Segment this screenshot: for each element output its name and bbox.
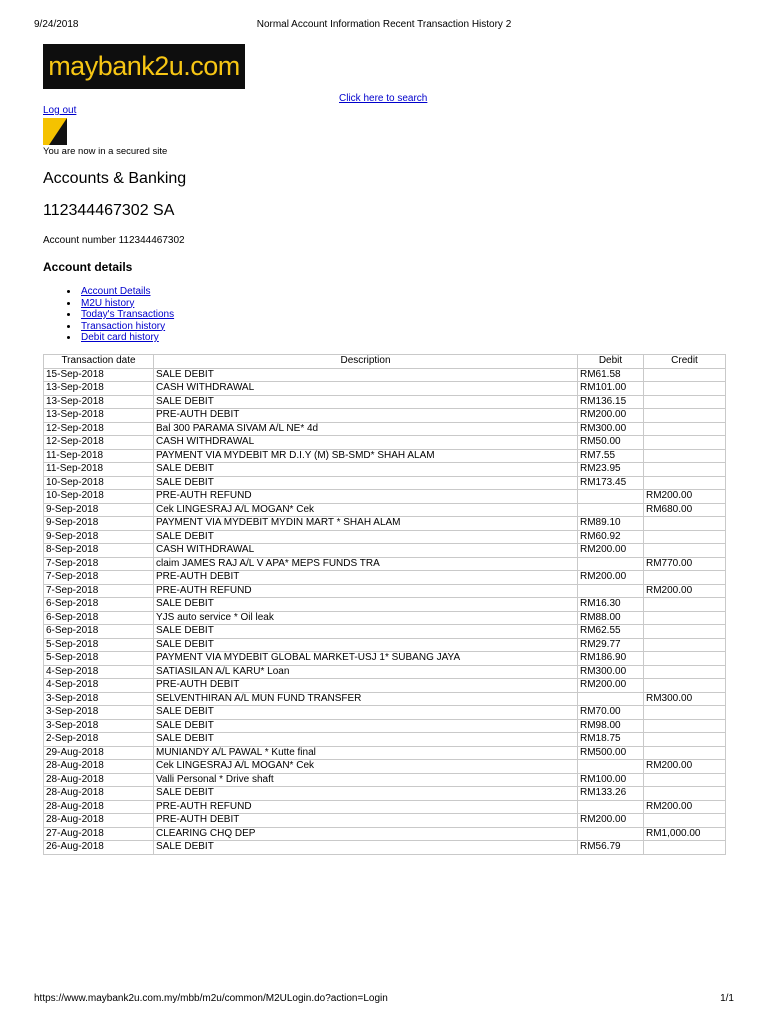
- column-header-credit: Credit: [644, 355, 726, 369]
- cell-credit: [644, 733, 726, 747]
- cell-description: PAYMENT VIA MYDEBIT GLOBAL MARKET-USJ 1* SUBANG JAYA: [154, 652, 578, 666]
- nav-link-m2u-history[interactable]: M2U history: [81, 297, 135, 309]
- nav-item-m2u-history: [67, 298, 174, 310]
- cell-debit: [578, 503, 644, 517]
- cell-date: 15-Sep-2018: [44, 368, 154, 382]
- cell-date: 8-Sep-2018: [44, 544, 154, 558]
- bullet-icon: [67, 313, 70, 316]
- cell-description: PRE-AUTH DEBIT: [154, 409, 578, 423]
- table-row: [44, 800, 726, 814]
- cell-description: SATIASILAN A/L KARU* Loan: [154, 665, 578, 679]
- cell-credit: [644, 625, 726, 639]
- table-row: [44, 571, 726, 585]
- cell-credit: [644, 598, 726, 612]
- cell-date: 4-Sep-2018: [44, 665, 154, 679]
- cell-credit: [644, 611, 726, 625]
- cell-date: 26-Aug-2018: [44, 841, 154, 855]
- account-details-heading: Account details: [43, 260, 133, 274]
- cell-credit: [644, 476, 726, 490]
- cell-credit: [644, 395, 726, 409]
- cell-debit: RM29.77: [578, 638, 644, 652]
- cell-credit: [644, 787, 726, 801]
- cell-date: 29-Aug-2018: [44, 746, 154, 760]
- cell-debit: RM173.45: [578, 476, 644, 490]
- cell-debit: RM200.00: [578, 544, 644, 558]
- cell-credit: RM200.00: [644, 490, 726, 504]
- cell-date: 11-Sep-2018: [44, 449, 154, 463]
- cell-debit: RM300.00: [578, 422, 644, 436]
- cell-debit: RM136.15: [578, 395, 644, 409]
- bullet-icon: [67, 302, 70, 305]
- cell-credit: [644, 706, 726, 720]
- print-header: [34, 19, 734, 33]
- cell-debit: RM16.30: [578, 598, 644, 612]
- cell-date: 6-Sep-2018: [44, 598, 154, 612]
- section-heading: Accounts & Banking: [43, 170, 187, 187]
- cell-credit: RM200.00: [644, 760, 726, 774]
- table-row: [44, 476, 726, 490]
- cell-description: CLEARING CHQ DEP: [154, 827, 578, 841]
- nav-link-account-details[interactable]: Account Details: [81, 286, 151, 297]
- cell-description: SALE DEBIT: [154, 530, 578, 544]
- table-row: [44, 584, 726, 598]
- table-row: [44, 652, 726, 666]
- table-row: [44, 368, 726, 382]
- cell-date: 13-Sep-2018: [44, 395, 154, 409]
- cell-debit: RM60.92: [578, 530, 644, 544]
- cell-description: CASH WITHDRAWAL: [154, 382, 578, 396]
- cell-date: 9-Sep-2018: [44, 517, 154, 531]
- cell-debit: RM101.00: [578, 382, 644, 396]
- cell-date: 2-Sep-2018: [44, 733, 154, 747]
- nav-link-debit-card-history[interactable]: Debit card history: [81, 332, 159, 343]
- cell-debit: RM133.26: [578, 787, 644, 801]
- cell-date: 9-Sep-2018: [44, 503, 154, 517]
- cell-debit: RM300.00: [578, 665, 644, 679]
- cell-debit: [578, 827, 644, 841]
- cell-debit: RM70.00: [578, 706, 644, 720]
- cell-description: PRE-AUTH REFUND: [154, 584, 578, 598]
- cell-date: 5-Sep-2018: [44, 652, 154, 666]
- cell-date: 7-Sep-2018: [44, 584, 154, 598]
- logo-text: maybank2u.com: [48, 51, 240, 81]
- print-page-number: 1/1: [720, 993, 734, 1004]
- cell-date: 6-Sep-2018: [44, 625, 154, 639]
- cell-debit: [578, 584, 644, 598]
- table-row: [44, 733, 726, 747]
- table-row: [44, 814, 726, 828]
- cell-description: Bal 300 PARAMA SIVAM A/L NE* 4d: [154, 422, 578, 436]
- table-header-row: [44, 355, 726, 369]
- cell-description: MUNIANDY A/L PAWAL * Kutte final: [154, 746, 578, 760]
- table-row: [44, 760, 726, 774]
- cell-credit: [644, 773, 726, 787]
- bullet-icon: [67, 290, 70, 293]
- cell-description: SALE DEBIT: [154, 476, 578, 490]
- cell-description: PAYMENT VIA MYDEBIT MR D.I.Y (M) SB-SMD* SHAH ALAM: [154, 449, 578, 463]
- cell-description: SALE DEBIT: [154, 706, 578, 720]
- table-row: [44, 787, 726, 801]
- table-row: [44, 530, 726, 544]
- cell-debit: RM7.55: [578, 449, 644, 463]
- cell-date: 9-Sep-2018: [44, 530, 154, 544]
- nav-item-todays-transactions: [67, 309, 174, 321]
- account-number-line: Account number 112344467302: [43, 235, 185, 246]
- cell-date: 28-Aug-2018: [44, 760, 154, 774]
- cell-credit: [644, 517, 726, 531]
- cell-credit: [644, 368, 726, 382]
- search-link[interactable]: Click here to search: [339, 93, 428, 104]
- cell-credit: [644, 463, 726, 477]
- table-row: [44, 692, 726, 706]
- secure-site-icon: [43, 118, 67, 145]
- cell-debit: RM500.00: [578, 746, 644, 760]
- cell-description: SALE DEBIT: [154, 841, 578, 855]
- cell-debit: RM18.75: [578, 733, 644, 747]
- cell-description: PRE-AUTH DEBIT: [154, 814, 578, 828]
- cell-description: SALE DEBIT: [154, 733, 578, 747]
- cell-credit: [644, 719, 726, 733]
- nav-item-transaction-history: [67, 321, 174, 333]
- table-row: [44, 557, 726, 571]
- table-row: [44, 841, 726, 855]
- table-row: [44, 611, 726, 625]
- cell-debit: RM200.00: [578, 409, 644, 423]
- cell-credit: [644, 814, 726, 828]
- transaction-table: [43, 354, 726, 855]
- cell-credit: RM770.00: [644, 557, 726, 571]
- cell-debit: RM100.00: [578, 773, 644, 787]
- table-row: [44, 827, 726, 841]
- cell-description: Cek LINGESRAJ A/L MOGAN* Cek: [154, 760, 578, 774]
- cell-debit: RM56.79: [578, 841, 644, 855]
- cell-description: SALE DEBIT: [154, 368, 578, 382]
- table-row: [44, 517, 726, 531]
- table-row: [44, 409, 726, 423]
- cell-debit: RM89.10: [578, 517, 644, 531]
- bullet-icon: [67, 336, 70, 339]
- bullet-icon: [67, 325, 70, 328]
- print-footer: [34, 993, 734, 1007]
- cell-description: Cek LINGESRAJ A/L MOGAN* Cek: [154, 503, 578, 517]
- cell-debit: RM23.95: [578, 463, 644, 477]
- cell-date: 28-Aug-2018: [44, 800, 154, 814]
- table-row: [44, 395, 726, 409]
- cell-credit: [644, 422, 726, 436]
- cell-description: Valli Personal * Drive shaft: [154, 773, 578, 787]
- table-row: [44, 463, 726, 477]
- table-row: [44, 719, 726, 733]
- cell-description: CASH WITHDRAWAL: [154, 544, 578, 558]
- cell-date: 13-Sep-2018: [44, 409, 154, 423]
- cell-credit: [644, 841, 726, 855]
- cell-credit: [644, 746, 726, 760]
- cell-description: YJS auto service * Oil leak: [154, 611, 578, 625]
- cell-description: claim JAMES RAJ A/L V APA* MEPS FUNDS TRA: [154, 557, 578, 571]
- cell-date: 28-Aug-2018: [44, 814, 154, 828]
- table-row: [44, 679, 726, 693]
- cell-date: 10-Sep-2018: [44, 490, 154, 504]
- cell-credit: [644, 409, 726, 423]
- cell-debit: RM62.55: [578, 625, 644, 639]
- cell-date: 28-Aug-2018: [44, 787, 154, 801]
- table-row: [44, 449, 726, 463]
- cell-description: PRE-AUTH REFUND: [154, 490, 578, 504]
- cell-date: 7-Sep-2018: [44, 571, 154, 585]
- table-row: [44, 638, 726, 652]
- table-row: [44, 665, 726, 679]
- nav-item-debit-card-history: [67, 332, 174, 344]
- cell-date: 27-Aug-2018: [44, 827, 154, 841]
- nav-item-account-details: [67, 286, 174, 298]
- cell-credit: RM680.00: [644, 503, 726, 517]
- cell-debit: [578, 760, 644, 774]
- cell-date: 3-Sep-2018: [44, 719, 154, 733]
- cell-description: SELVENTHIRAN A/L MUN FUND TRANSFER: [154, 692, 578, 706]
- table-row: [44, 503, 726, 517]
- cell-date: 4-Sep-2018: [44, 679, 154, 693]
- cell-credit: [644, 382, 726, 396]
- cell-debit: RM61.58: [578, 368, 644, 382]
- table-row: [44, 625, 726, 639]
- nav-link-transaction-history[interactable]: Transaction history: [81, 320, 166, 332]
- cell-date: 28-Aug-2018: [44, 773, 154, 787]
- table-row: [44, 490, 726, 504]
- column-header-description: Description: [154, 355, 578, 369]
- cell-debit: RM186.90: [578, 652, 644, 666]
- table-row: [44, 422, 726, 436]
- cell-date: 13-Sep-2018: [44, 382, 154, 396]
- cell-credit: RM200.00: [644, 584, 726, 598]
- cell-description: SALE DEBIT: [154, 787, 578, 801]
- cell-description: PAYMENT VIA MYDEBIT MYDIN MART * SHAH ALAM: [154, 517, 578, 531]
- cell-credit: RM300.00: [644, 692, 726, 706]
- cell-debit: [578, 490, 644, 504]
- logout-link[interactable]: Log out: [43, 105, 77, 116]
- cell-debit: RM200.00: [578, 679, 644, 693]
- cell-credit: [644, 679, 726, 693]
- transaction-table-body: [44, 368, 726, 854]
- cell-date: 12-Sep-2018: [44, 436, 154, 450]
- cell-description: PRE-AUTH REFUND: [154, 800, 578, 814]
- cell-description: SALE DEBIT: [154, 719, 578, 733]
- nav-link-todays-transactions[interactable]: Today's Transactions: [81, 309, 175, 320]
- cell-debit: RM98.00: [578, 719, 644, 733]
- cell-date: 3-Sep-2018: [44, 706, 154, 720]
- cell-debit: [578, 557, 644, 571]
- cell-credit: [644, 638, 726, 652]
- cell-debit: RM50.00: [578, 436, 644, 450]
- cell-credit: [644, 571, 726, 585]
- print-title: Normal Account Information Recent Transaction History 2: [256, 19, 512, 30]
- cell-description: PRE-AUTH DEBIT: [154, 679, 578, 693]
- cell-description: SALE DEBIT: [154, 463, 578, 477]
- cell-date: 10-Sep-2018: [44, 476, 154, 490]
- table-row: [44, 746, 726, 760]
- table-row: [44, 436, 726, 450]
- table-row: [44, 544, 726, 558]
- account-heading: 112344467302 SA: [43, 202, 175, 219]
- table-row: [44, 773, 726, 787]
- cell-debit: [578, 692, 644, 706]
- column-header-date: Transaction date: [44, 355, 154, 369]
- cell-credit: [644, 530, 726, 544]
- cell-debit: RM88.00: [578, 611, 644, 625]
- cell-description: SALE DEBIT: [154, 395, 578, 409]
- cell-credit: [644, 449, 726, 463]
- cell-credit: [644, 436, 726, 450]
- cell-debit: [578, 800, 644, 814]
- table-row: [44, 382, 726, 396]
- cell-description: CASH WITHDRAWAL: [154, 436, 578, 450]
- cell-date: 7-Sep-2018: [44, 557, 154, 571]
- cell-date: 3-Sep-2018: [44, 692, 154, 706]
- maybank2u-logo[interactable]: [43, 44, 245, 89]
- cell-date: 5-Sep-2018: [44, 638, 154, 652]
- cell-description: SALE DEBIT: [154, 598, 578, 612]
- cell-credit: RM200.00: [644, 800, 726, 814]
- cell-date: 6-Sep-2018: [44, 611, 154, 625]
- cell-credit: [644, 665, 726, 679]
- print-date: 9/24/2018: [34, 19, 79, 30]
- cell-date: 11-Sep-2018: [44, 463, 154, 477]
- cell-description: SALE DEBIT: [154, 638, 578, 652]
- cell-credit: RM1,000.00: [644, 827, 726, 841]
- cell-description: PRE-AUTH DEBIT: [154, 571, 578, 585]
- secure-site-text: You are now in a secured site: [43, 146, 168, 157]
- column-header-debit: Debit: [578, 355, 644, 369]
- cell-credit: [644, 544, 726, 558]
- cell-description: SALE DEBIT: [154, 625, 578, 639]
- cell-credit: [644, 652, 726, 666]
- print-url: https://www.maybank2u.com.my/mbb/m2u/common/M2ULogin.do?action=Login: [34, 993, 388, 1004]
- table-row: [44, 706, 726, 720]
- table-row: [44, 598, 726, 612]
- cell-debit: RM200.00: [578, 814, 644, 828]
- cell-date: 12-Sep-2018: [44, 422, 154, 436]
- account-nav-list: [67, 286, 174, 344]
- cell-debit: RM200.00: [578, 571, 644, 585]
